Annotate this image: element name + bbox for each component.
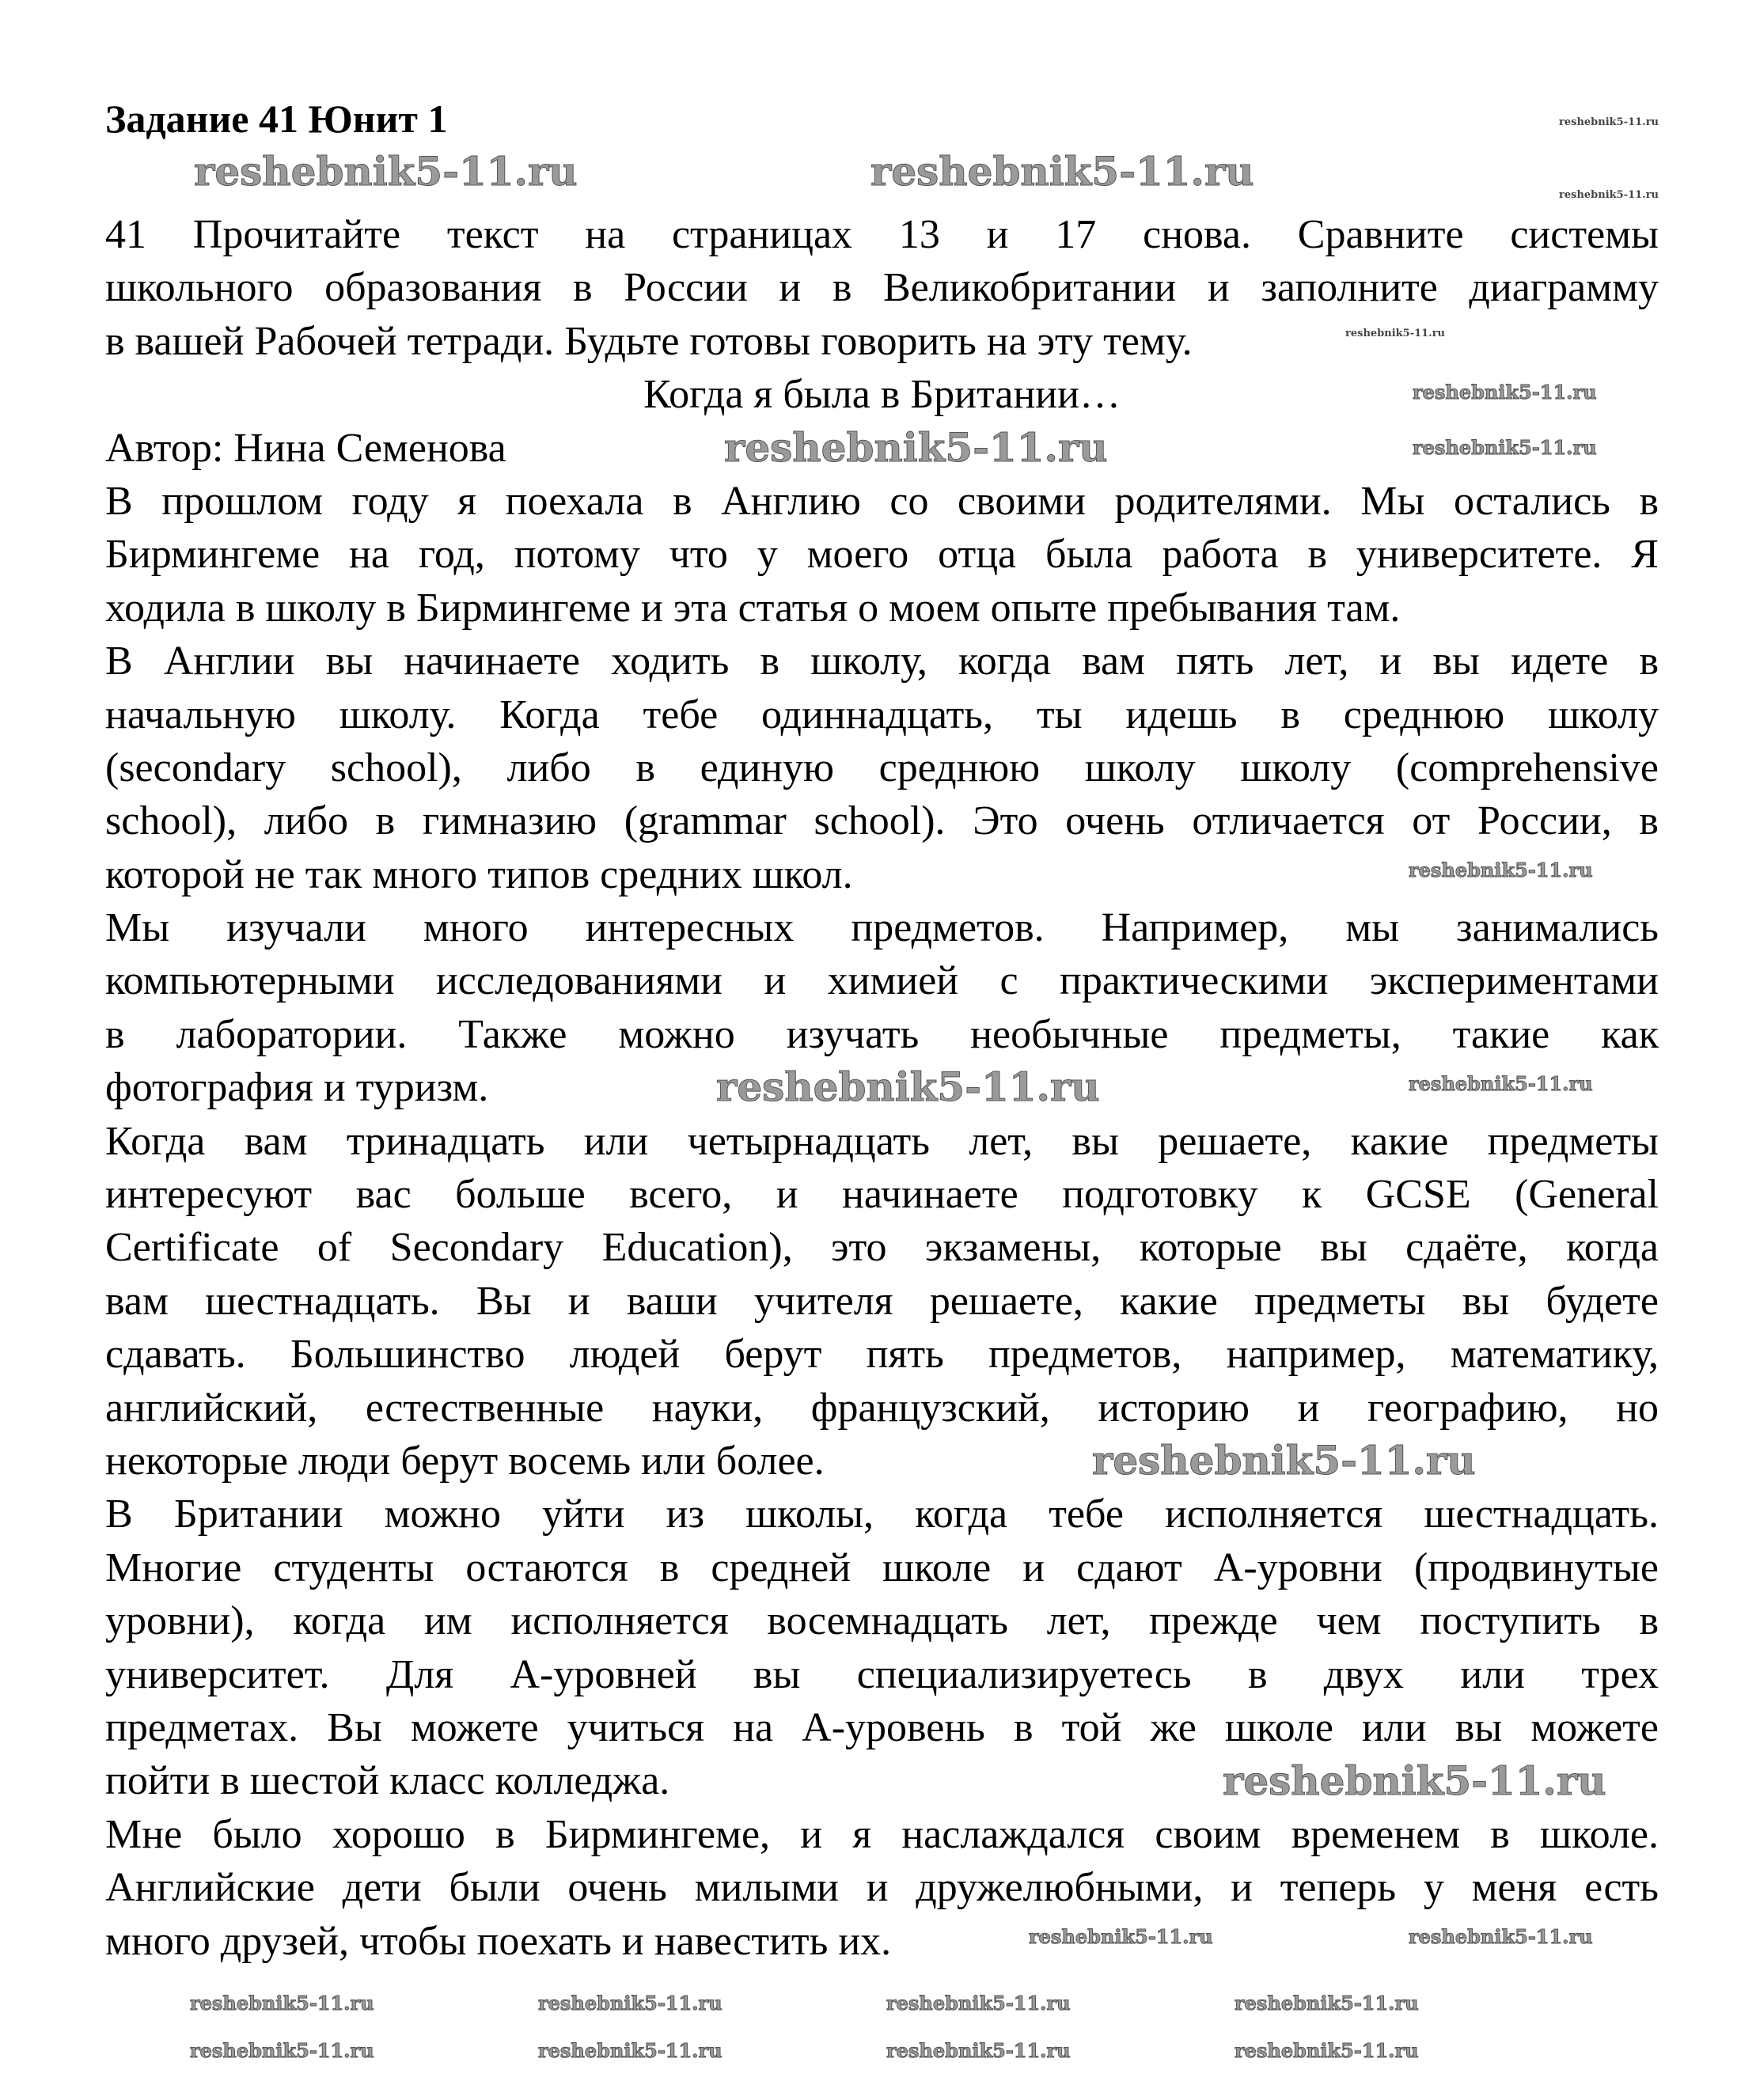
text-line: В Британии можно уйти из школы, когда тебе исполняется шестнадцать. <box>105 1492 1659 1537</box>
text-line: много друзей, чтобы поехать и навестить их. <box>105 1918 892 1964</box>
text-line: школьного образования в России и в Великобритании и заполните диаграмму <box>105 265 1659 311</box>
text-line: университет. Для А-уровней вы специализируетесь в двух или трех <box>105 1651 1659 1697</box>
article-title <box>105 368 1659 421</box>
watermark-logo: reshebnik5-11.ru <box>1559 116 1659 128</box>
paragraph <box>105 1115 1659 1488</box>
text-line: компьютерными исследованиями и химией с практическими экспериментами <box>105 958 1659 1004</box>
text-line: ходила в школу в Бирмингеме и эта статья о моем опыте пребывания там. <box>105 585 1401 631</box>
watermark-logo: reshebnik5-11.ru <box>538 2039 723 2062</box>
text-line: некоторые люди берут восемь или более. <box>105 1438 825 1484</box>
text-line: (secondary school), либо в единую среднюю школу школу (comprehensive <box>105 745 1659 790</box>
watermark-logo: reshebnik5-11.ru <box>1029 1925 1213 1948</box>
text-line: Мы изучали много интересных предметов. Например, мы занимались <box>105 905 1659 951</box>
text-line: фотография и туризм. <box>105 1065 489 1111</box>
watermark-logo: reshebnik5-11.ru <box>190 1992 374 2015</box>
page-title: Задание 41 Юнит 1 <box>105 97 448 141</box>
text-line: Автор: Нина Семенова <box>105 425 506 471</box>
text-line: вам шестнадцать. Вы и ваши учителя решаете, какие предметы вы будете <box>105 1278 1659 1324</box>
text-line: уровни), когда им исполняется восемнадцать лет, прежде чем поступить в <box>105 1598 1659 1644</box>
text-line: 41 Прочитайте текст на страницах 13 и 17 снова. Сравните системы <box>105 212 1659 257</box>
watermark-logo: reshebnik5-11.ru <box>886 1992 1071 2015</box>
document-body <box>105 208 1659 1968</box>
text-line: Мне было хорошо в Бирмингеме, и я наслаждался своим временем в школе. <box>105 1811 1659 1857</box>
watermark-logo: reshebnik5-11.ru <box>886 2039 1071 2062</box>
text-line: английский, естественные науки, французский, историю и географию, но <box>105 1385 1659 1431</box>
paragraph <box>105 1488 1659 1807</box>
text-line: Английские дети были очень милыми и дружелюбными, и теперь у меня есть <box>105 1865 1659 1911</box>
paragraph <box>105 1808 1659 1968</box>
watermark-logo: reshebnik5-11.ru <box>1223 1757 1606 1804</box>
text-line: Бирмингеме на год, потому что у моего отца была работа в университете. Я <box>105 532 1659 578</box>
text-line: предметах. Вы можете учиться на А-уровень в той же школе или вы можете <box>105 1704 1659 1750</box>
text-line: В Англии вы начинаете ходить в школу, когда вам пять лет, и вы идете в <box>105 639 1659 684</box>
paragraph <box>105 901 1659 1115</box>
text-line: сдавать. Большинство людей берут пять предметов, например, математику, <box>105 1332 1659 1378</box>
watermark-logo: reshebnik5-11.ru <box>724 424 1108 471</box>
watermark-logo: reshebnik5-11.ru <box>870 148 1254 195</box>
text-line: Многие студенты остаются в средней школе и сдают А-уровни (продвинутые <box>105 1545 1659 1590</box>
paragraph <box>105 422 1659 475</box>
text-line: в вашей Рабочей тетради. Будьте готовы говорить на эту тему. <box>105 318 1193 364</box>
text-line: пойти в шестой класс колледжа. <box>105 1758 670 1804</box>
watermark-logo: reshebnik5-11.ru <box>1235 2039 1419 2062</box>
watermark-logo: reshebnik5-11.ru <box>194 148 578 195</box>
text-line: которой не так много типов средних школ. <box>105 851 853 897</box>
paragraph <box>105 475 1659 635</box>
text-line: Certificate of Secondary Education), это экзамены, которые вы сдаёте, когда <box>105 1225 1659 1271</box>
watermark-logo: reshebnik5-11.ru <box>1345 328 1446 339</box>
watermark-logo: reshebnik5-11.ru <box>190 2039 374 2062</box>
paragraph <box>105 635 1659 901</box>
text-line: в лаборатории. Также можно изучать необычные предметы, такие как <box>105 1011 1659 1057</box>
watermark-logo: reshebnik5-11.ru <box>1559 189 1659 201</box>
text-line: В прошлом году я поехала в Англию со своими родителями. Мы остались в <box>105 478 1659 524</box>
watermark-logo: reshebnik5-11.ru <box>538 1992 723 2015</box>
paragraph <box>105 208 1659 368</box>
text-line: начальную школу. Когда тебе одиннадцать, ты идешь в среднюю школу <box>105 692 1659 737</box>
text-line: school), либо в гимназию (grammar school). Это очень отличается от России, в <box>105 798 1659 844</box>
watermark-logo: reshebnik5-11.ru <box>1409 1072 1593 1095</box>
watermark-logo: reshebnik5-11.ru <box>716 1063 1100 1110</box>
text-line: интересуют вас больше всего, и начинаете подготовку к GCSE (General <box>105 1172 1659 1218</box>
watermark-logo: reshebnik5-11.ru <box>1413 436 1597 459</box>
text-line: Когда я была в Британии… <box>643 372 1121 418</box>
watermark-logo: reshebnik5-11.ru <box>1413 381 1597 404</box>
watermark-logo: reshebnik5-11.ru <box>1092 1437 1476 1484</box>
watermark-logo: reshebnik5-11.ru <box>1409 859 1593 881</box>
text-line: Когда вам тринадцать или четырнадцать лет, вы решаете, какие предметы <box>105 1118 1659 1164</box>
watermark-logo: reshebnik5-11.ru <box>1235 1992 1419 2015</box>
watermark-logo: reshebnik5-11.ru <box>1409 1925 1593 1948</box>
